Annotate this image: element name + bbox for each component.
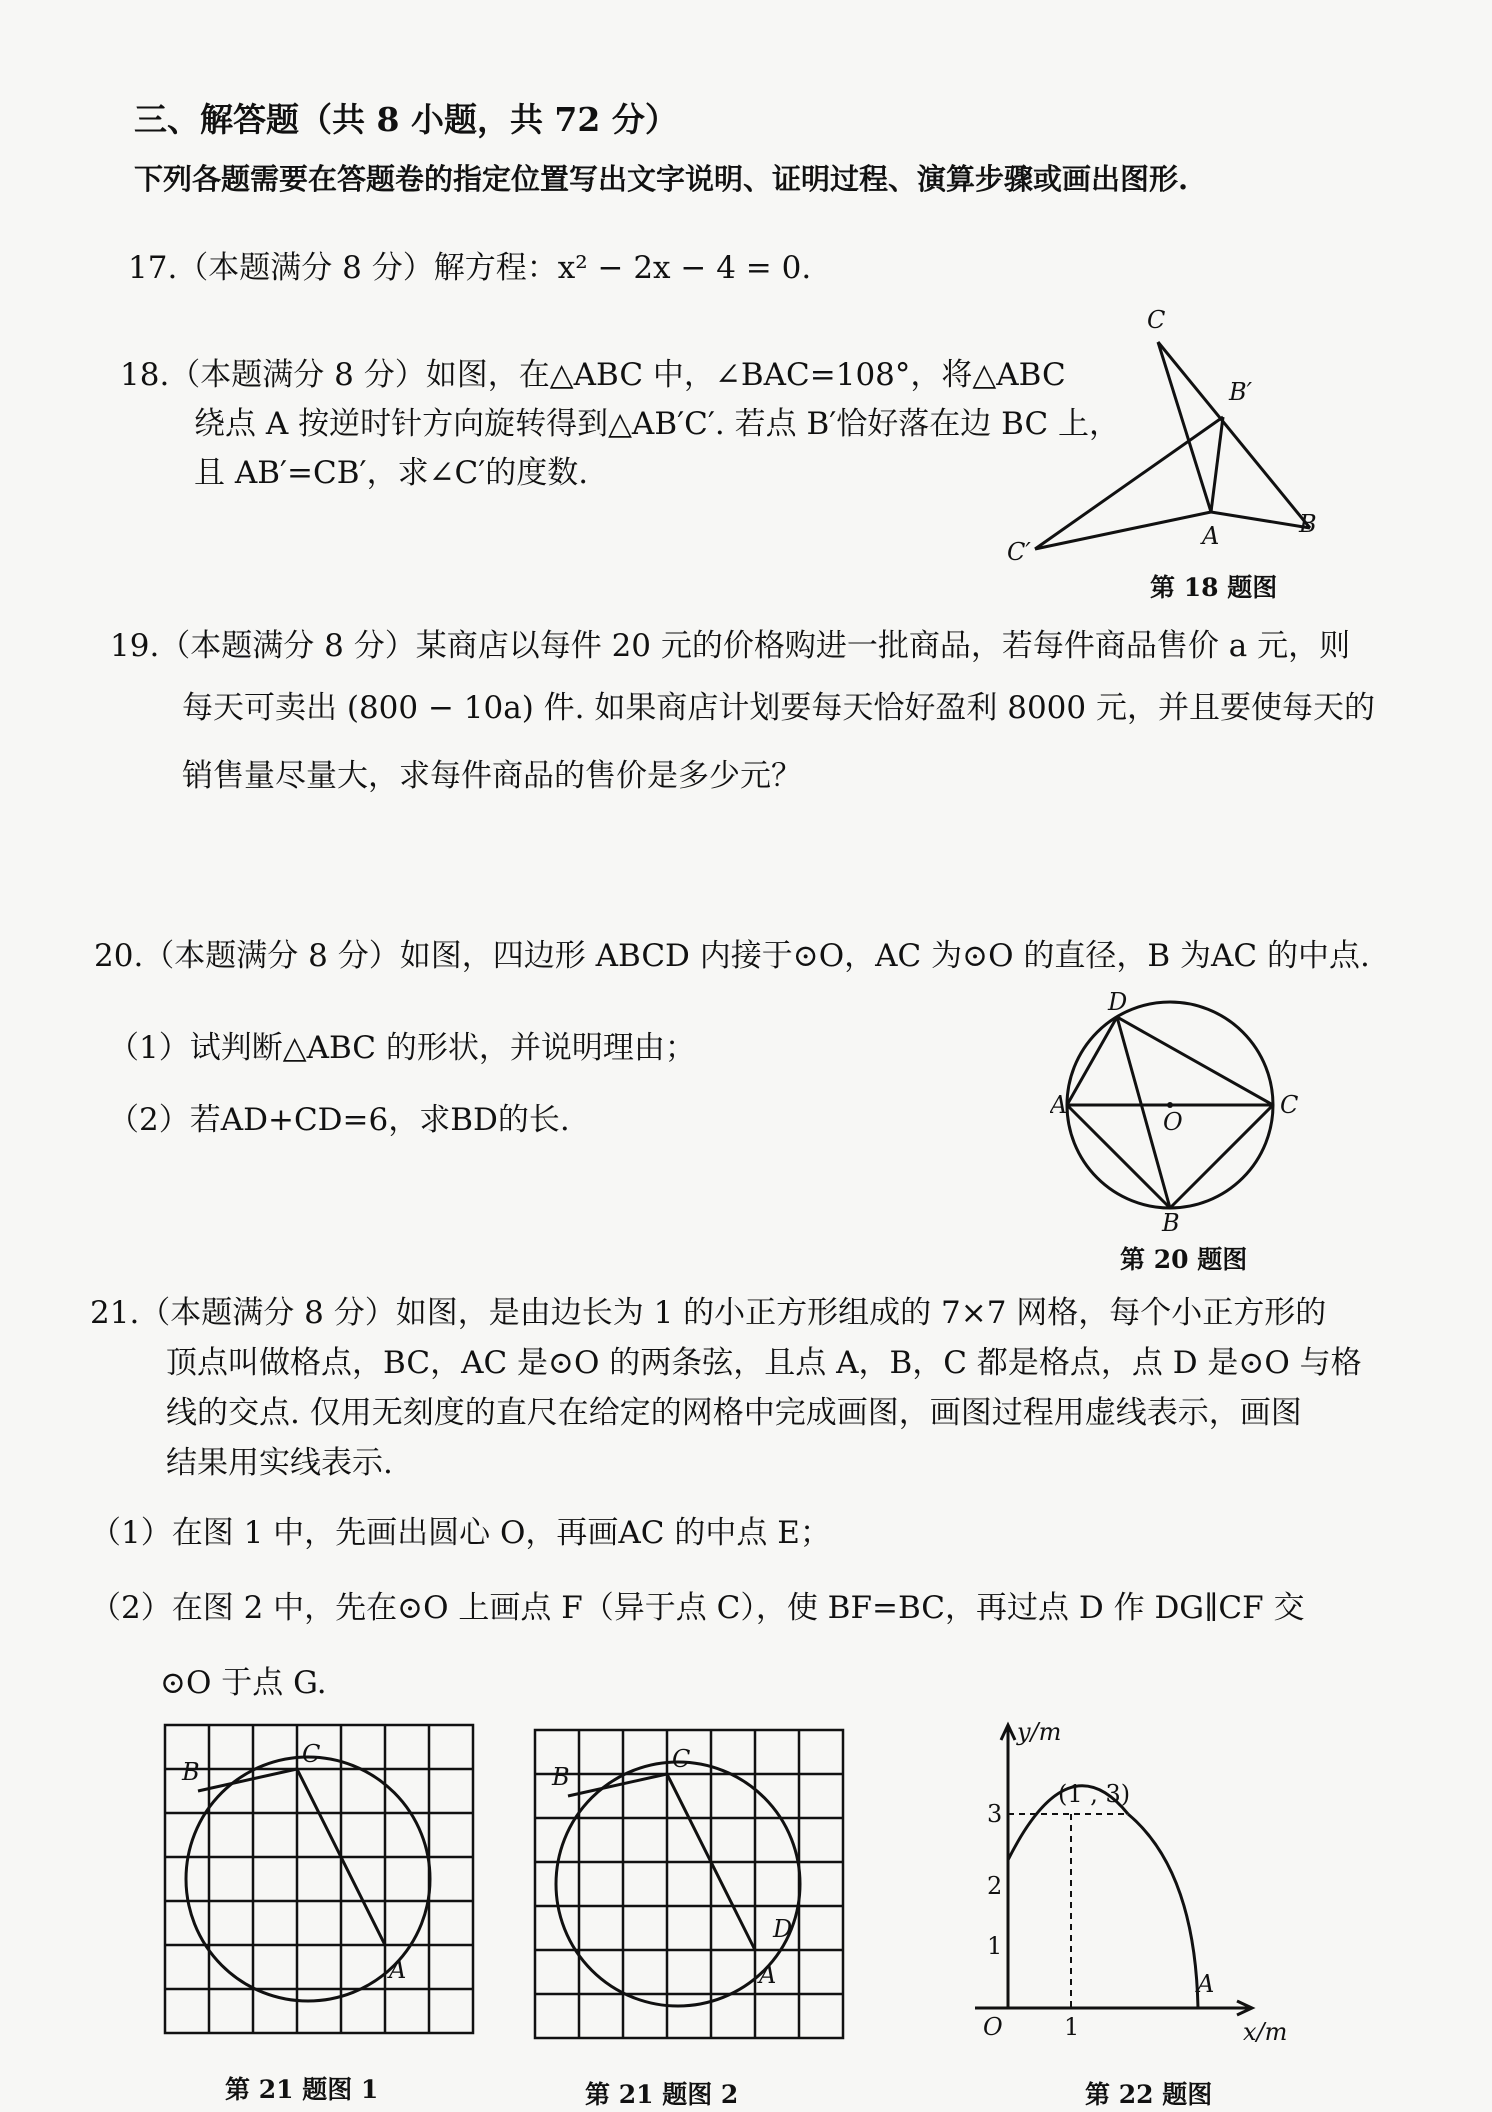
q21-f1-label-b: B [182, 1758, 200, 1786]
q22-caption: 第 22 题图 [1085, 2080, 1213, 2109]
q20-label-o: O [1163, 1108, 1183, 1136]
q19-line2: 每天可卖出 (800 − 10a) 件. 如果商店计划要每天恰好盈利 8000 元，并且要使每天的 [182, 690, 1375, 726]
q21-line2: 顶点叫做格点，BC，AC 是⊙O 的两条弦，且点 A，B，C 都是格点，点 D 是⊙O 与格 [166, 1345, 1362, 1381]
q22-y-tick-3: 3 [987, 1800, 1003, 1828]
q22-y-tick-1: 1 [987, 1932, 1003, 1960]
q20-edge-da [1067, 1017, 1117, 1105]
q22-origin-label: O [983, 2013, 1003, 2041]
q21-f2-label-c: C [672, 1745, 691, 1773]
q21-line4: 结果用实线表示. [166, 1445, 393, 1481]
q18-line2: 绕点 A 按逆时针方向旋转得到△AB′C′. 若点 B′恰好落在边 BC 上， [194, 406, 1121, 442]
q20-part1: （1）试判断△ABC 的形状，并说明理由； [108, 1030, 696, 1066]
q22-y-label: y/m [1017, 1718, 1062, 1746]
q19-line3: 销售量尽量大，求每件商品的售价是多少元？ [182, 758, 802, 794]
q21-part2a: （2）在图 2 中，先在⊙O 上画点 F（异于点 C），使 BF=BC，再过点 D 作 DG∥CF 交 [90, 1590, 1305, 1626]
q20-caption: 第 20 题图 [1120, 1245, 1248, 1274]
section-instruction: 下列各题需要在答题卷的指定位置写出文字说明、证明过程、演算步骤或画出图形. [134, 162, 1189, 196]
q21-line3: 线的交点. 仅用无刻度的直尺在给定的网格中完成画图，画图过程用虚线表示，画图 [166, 1395, 1302, 1431]
q18-label-c: C [1147, 306, 1166, 334]
q22-point-a-label: A [1197, 1970, 1215, 1998]
q20-line1: 20.（本题满分 8 分）如图，四边形 ABCD 内接于⊙O，AC 为⊙O 的直径，B 为AC 的中点. [94, 938, 1370, 974]
q21-caption2: 第 21 题图 2 [585, 2080, 739, 2109]
q21-f1-label-a: A [389, 1956, 407, 1984]
q21-f1-label-c: C [302, 1740, 321, 1768]
q18-figure [995, 300, 1335, 600]
q20-label-c: C [1280, 1091, 1299, 1119]
q18-label-cprime: C′ [1007, 538, 1031, 566]
section-title: 三、解答题（共 8 小题，共 72 分） [134, 100, 678, 139]
q21-line1: 21.（本题满分 8 分）如图，是由边长为 1 的小正方形组成的 7×7 网格，每个小正方形的 [90, 1295, 1327, 1331]
q22-vertex-label: (1 , 3) [1058, 1780, 1131, 1808]
q20-figure [1050, 985, 1320, 1235]
q21-f2-label-b: B [552, 1763, 570, 1791]
q21-figure2 [530, 1725, 850, 2045]
q18-line1: 18.（本题满分 8 分）如图，在△ABC 中，∠BAC=108°，将△ABC [120, 357, 1066, 393]
q20-label-b: B [1162, 1209, 1180, 1235]
q20-edge-dc [1117, 1017, 1273, 1105]
q18-label-bprime: B′ [1229, 378, 1253, 406]
q22-curve-right [1128, 1814, 1198, 2008]
q18-label-a: A [1202, 522, 1220, 550]
q21-part1: （1）在图 1 中，先画出圆心 O，再画AC 的中点 E； [90, 1515, 831, 1551]
q20-label-d: D [1108, 988, 1128, 1016]
q22-x-tick-1: 1 [1064, 2013, 1080, 2041]
q18-label-b: B [1299, 510, 1317, 538]
q18-edge-ab-prime [1211, 417, 1223, 512]
q21-f2-label-a: A [759, 1961, 777, 1989]
q21-part2b: ⊙O 于点 G. [160, 1665, 327, 1701]
q20-label-a: A [1050, 1091, 1068, 1119]
q22-x-label: x/m [1243, 2018, 1288, 2046]
q21-f2-label-d: D [773, 1915, 793, 1943]
q18-edge-ab [1211, 512, 1310, 528]
q22-y-tick-2: 2 [987, 1872, 1003, 1900]
q18-edge-ca [1158, 342, 1211, 512]
q18-edge-cb [1158, 342, 1310, 528]
q17-text: 17.（本题满分 8 分）解方程：x² − 2x − 4 = 0. [128, 250, 812, 286]
q20-part2: （2）若AD+CD=6，求BD的长. [108, 1102, 570, 1138]
q18-caption: 第 18 题图 [1150, 573, 1278, 602]
q21-figure1 [160, 1720, 480, 2040]
q18-line3: 且 AB′=CB′，求∠C′的度数. [194, 455, 589, 491]
q21-caption1: 第 21 题图 1 [225, 2075, 379, 2104]
q22-figure [965, 1710, 1305, 2050]
q19-line1: 19.（本题满分 8 分）某商店以每件 20 元的价格购进一批商品，若每件商品售价 a 元，则 [110, 628, 1351, 664]
